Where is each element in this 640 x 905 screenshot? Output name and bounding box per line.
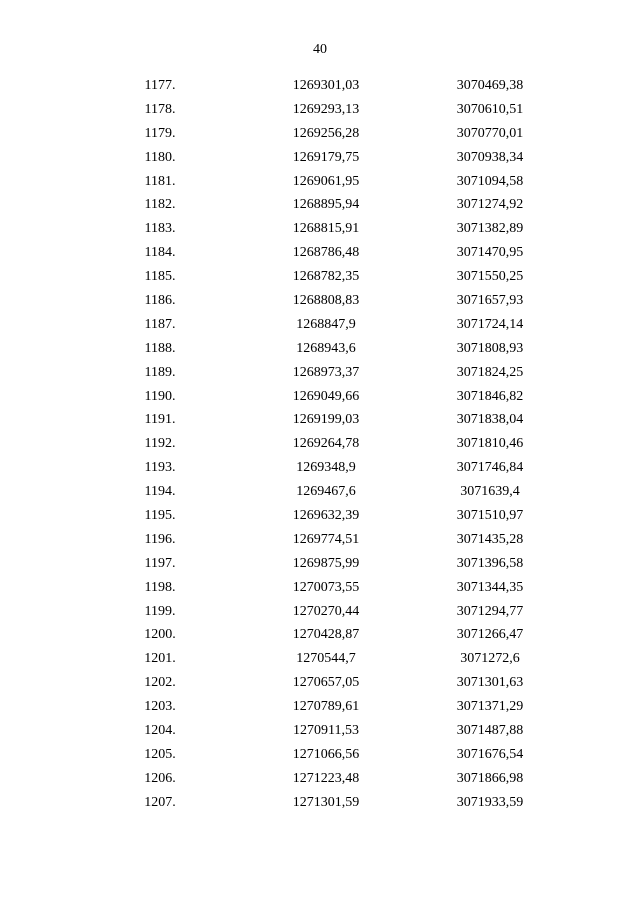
x-coordinate-cell: 1270657,05 (292, 675, 360, 691)
point-number-cell: 1177. (144, 78, 176, 93)
table-row (0, 625, 640, 649)
y-coordinate-cell: 3071094,58 (456, 173, 524, 189)
x-coordinate-cell: 1268943,6 (296, 340, 356, 356)
point-number-cell: 1187. (144, 316, 176, 332)
y-coordinate-cell: 3070469,38 (456, 78, 524, 93)
x-coordinate-cell: 1268895,94 (292, 197, 360, 213)
table-row (0, 530, 640, 554)
point-number-cell: 1199. (144, 603, 176, 619)
y-coordinate-cell: 3071266,47 (456, 627, 524, 643)
point-number-cell: 1197. (144, 555, 176, 571)
x-coordinate-cell: 1268847,9 (296, 316, 356, 332)
point-number-cell: 1186. (144, 293, 176, 309)
table-row (0, 410, 640, 434)
x-coordinate-cell: 1270544,7 (296, 651, 356, 667)
y-coordinate-cell: 3071272,6 (460, 651, 520, 667)
y-coordinate-cell: 3071846,82 (456, 388, 524, 404)
table-row (0, 339, 640, 363)
y-coordinate-cell: 3071470,95 (456, 245, 524, 261)
table-row (0, 578, 640, 602)
point-number-cell: 1189. (144, 364, 176, 380)
x-coordinate-cell: 1269348,9 (296, 460, 356, 476)
y-coordinate-cell: 3071808,93 (456, 340, 524, 356)
x-coordinate-cell: 1270270,44 (292, 603, 360, 619)
x-coordinate-cell: 1269293,13 (292, 101, 360, 117)
x-coordinate-cell: 1269049,66 (292, 388, 360, 404)
x-coordinate-cell: 1269256,28 (292, 125, 360, 141)
table-row (0, 100, 640, 124)
table-row (0, 769, 640, 793)
x-coordinate-cell: 1270911,53 (293, 723, 359, 739)
table-row (0, 363, 640, 387)
point-number-cell: 1190. (144, 388, 176, 404)
y-coordinate-cell: 3071724,14 (456, 316, 524, 332)
y-coordinate-cell: 3071435,28 (456, 531, 524, 547)
point-number-cell: 1201. (144, 651, 176, 667)
point-number-cell: 1184. (144, 245, 176, 261)
y-coordinate-cell: 3071301,63 (456, 675, 524, 691)
point-number-cell: 1192. (144, 436, 176, 452)
table-row (0, 649, 640, 673)
x-coordinate-cell: 1269467,6 (296, 484, 356, 500)
y-coordinate-cell: 3071676,54 (456, 746, 524, 762)
x-coordinate-cell: 1269875,99 (292, 555, 360, 571)
y-coordinate-cell: 3071487,88 (456, 723, 524, 739)
y-coordinate-cell: 3071550,25 (456, 269, 524, 285)
point-number-cell: 1193. (144, 460, 176, 476)
x-coordinate-cell: 1270073,55 (292, 579, 360, 595)
x-coordinate-cell: 1268786,48 (292, 245, 360, 261)
table-row (0, 506, 640, 530)
table-row (0, 124, 640, 148)
point-number-cell: 1182. (144, 197, 176, 213)
x-coordinate-cell: 1269774,51 (292, 531, 360, 547)
y-coordinate-cell: 3071382,89 (456, 221, 524, 237)
y-coordinate-cell: 3071371,29 (456, 699, 524, 715)
x-coordinate-cell: 1268782,35 (292, 269, 360, 285)
coordinates-table (0, 76, 640, 817)
table-row (0, 554, 640, 578)
y-coordinate-cell: 3070770,01 (456, 125, 524, 141)
y-coordinate-cell: 3071294,77 (456, 603, 524, 619)
point-number-cell: 1195. (144, 508, 176, 524)
table-row (0, 434, 640, 458)
x-coordinate-cell: 1269179,75 (292, 149, 360, 165)
y-coordinate-cell: 3071657,93 (456, 293, 524, 309)
table-row (0, 793, 640, 817)
table-row (0, 195, 640, 219)
y-coordinate-cell: 3071810,46 (456, 436, 524, 452)
point-number-cell: 1202. (144, 675, 176, 691)
point-number-cell: 1206. (144, 770, 176, 786)
x-coordinate-cell: 1271066,56 (292, 746, 360, 762)
table-row (0, 482, 640, 506)
table-row (0, 267, 640, 291)
point-number-cell: 1178. (144, 101, 176, 117)
table-row (0, 673, 640, 697)
table-row (0, 721, 640, 745)
point-number-cell: 1205. (144, 746, 176, 762)
point-number-cell: 1194. (144, 484, 176, 500)
point-number-cell: 1203. (144, 699, 176, 715)
x-coordinate-cell: 1269061,95 (292, 173, 360, 189)
point-number-cell: 1180. (144, 149, 176, 165)
table-row (0, 76, 640, 100)
y-coordinate-cell: 3070938,34 (456, 149, 524, 165)
table-row (0, 602, 640, 626)
table-row (0, 243, 640, 267)
x-coordinate-cell: 1271223,48 (292, 770, 360, 786)
table-row (0, 172, 640, 196)
table-row (0, 315, 640, 339)
point-number-cell: 1188. (144, 340, 176, 356)
table-row (0, 745, 640, 769)
point-number-cell: 1179. (144, 125, 176, 141)
x-coordinate-cell: 1269199,03 (292, 412, 360, 428)
table-row (0, 697, 640, 721)
point-number-cell: 1207. (144, 794, 176, 810)
page-number: 40 (313, 42, 327, 57)
y-coordinate-cell: 3071838,04 (456, 412, 524, 428)
point-number-cell: 1181. (144, 173, 176, 189)
point-number-cell: 1185. (144, 269, 176, 285)
y-coordinate-cell: 3071396,58 (456, 555, 524, 571)
x-coordinate-cell: 1268815,91 (292, 221, 360, 237)
table-row (0, 219, 640, 243)
y-coordinate-cell: 3071510,97 (456, 508, 524, 524)
point-number-cell: 1196. (144, 531, 176, 547)
y-coordinate-cell: 3071344,35 (456, 579, 524, 595)
x-coordinate-cell: 1269301,03 (292, 78, 360, 93)
x-coordinate-cell: 1269264,78 (292, 436, 360, 452)
y-coordinate-cell: 3071274,92 (456, 197, 524, 213)
y-coordinate-cell: 3071824,25 (456, 364, 524, 380)
x-coordinate-cell: 1269632,39 (292, 508, 360, 524)
y-coordinate-cell: 3071746,84 (456, 460, 524, 476)
y-coordinate-cell: 3071866,98 (456, 770, 524, 786)
x-coordinate-cell: 1268808,83 (292, 293, 360, 309)
x-coordinate-cell: 1270789,61 (292, 699, 360, 715)
x-coordinate-cell: 1270428,87 (292, 627, 360, 643)
point-number-cell: 1183. (144, 221, 176, 237)
table-row (0, 148, 640, 172)
y-coordinate-cell: 3071933,59 (456, 794, 524, 810)
table-row (0, 291, 640, 315)
point-number-cell: 1198. (144, 579, 176, 595)
table-row (0, 387, 640, 411)
y-coordinate-cell: 3071639,4 (460, 484, 520, 500)
x-coordinate-cell: 1271301,59 (292, 794, 360, 810)
x-coordinate-cell: 1268973,37 (292, 364, 360, 380)
table-row (0, 458, 640, 482)
point-number-cell: 1191. (144, 412, 176, 428)
y-coordinate-cell: 3070610,51 (456, 101, 524, 117)
point-number-cell: 1200. (144, 627, 176, 643)
point-number-cell: 1204. (144, 723, 176, 739)
